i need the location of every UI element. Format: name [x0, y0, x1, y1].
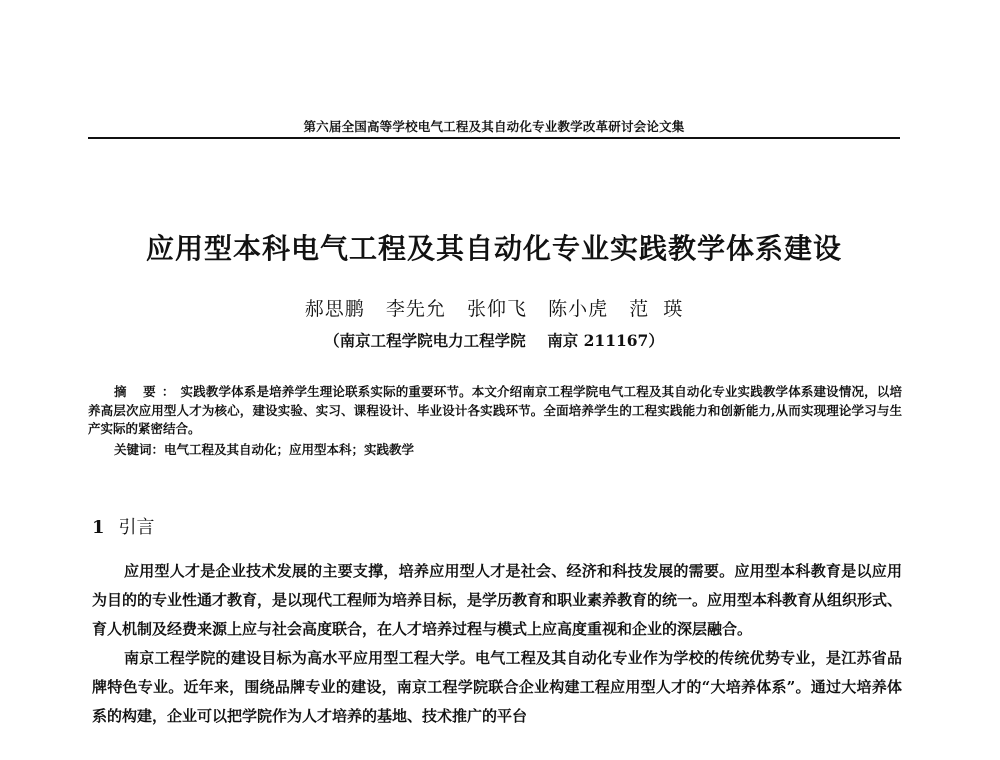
- author-list: 郝思鹏 李先允 张仰飞 陈小虎 范 瑛: [304, 298, 684, 320]
- author-affiliation: （南京工程学院电力工程学院 南京 211167）: [324, 331, 664, 350]
- running-header: 第六届全国高等学校电气工程及其自动化专业教学改革研讨会论文集: [303, 119, 685, 134]
- header-rule: [88, 137, 900, 139]
- keywords-label: 关键词：: [114, 442, 165, 457]
- paper-title: 应用型本科电气工程及其自动化专业实践教学体系建设: [145, 232, 842, 265]
- paragraph: 应用型人才是企业技术发展的主要支撑，培养应用型人才是社会、经济和科技发展的需要。应用型本科教育是以应用为目的的专业性通才教育，是以现代工程师为培养目标，是学历教育和职业素养教育的统一。应用型本科教育从组织形式、育人机制及经费来源上应与社会高度联合，在人才培养过程与模式上应高度重视和企业的深层融合。: [92, 562, 903, 638]
- keywords: [114, 441, 902, 460]
- body-text: [92, 557, 902, 731]
- paragraph: 南京工程学院的建设目标为高水平应用型工程大学。电气工程及其自动化专业作为学校的传统优势专业，是江苏省品牌特色专业。近年来，围绕品牌专业的建设，南京工程学院联合企业构建工程应用型人才的“大培养体系”。通过大培养体系的构建，企业可以把学院作为人才培养的基地、技术推广的平台: [92, 649, 902, 725]
- abstract-text: 实践教学体系是培养学生理论联系实际的重要环节。本文介绍南京工程学院电气工程及其自动化专业实践教学体系建设情况，以培养高层次应用型人才为核心，建设实验、实习、课程设计、毕业设计各实践环节。全面培养学生的工程实践能力和创新能力,从而实现理论学习与生产实际的紧密结合。: [88, 384, 902, 436]
- abstract: [88, 383, 902, 439]
- abstract-label: 摘 要：: [114, 384, 181, 399]
- section-number: 1: [92, 517, 105, 538]
- keywords-text: 电气工程及其自动化；应用型本科；实践教学: [164, 442, 415, 457]
- section-title: 引言: [118, 517, 155, 538]
- section-heading: [92, 513, 155, 539]
